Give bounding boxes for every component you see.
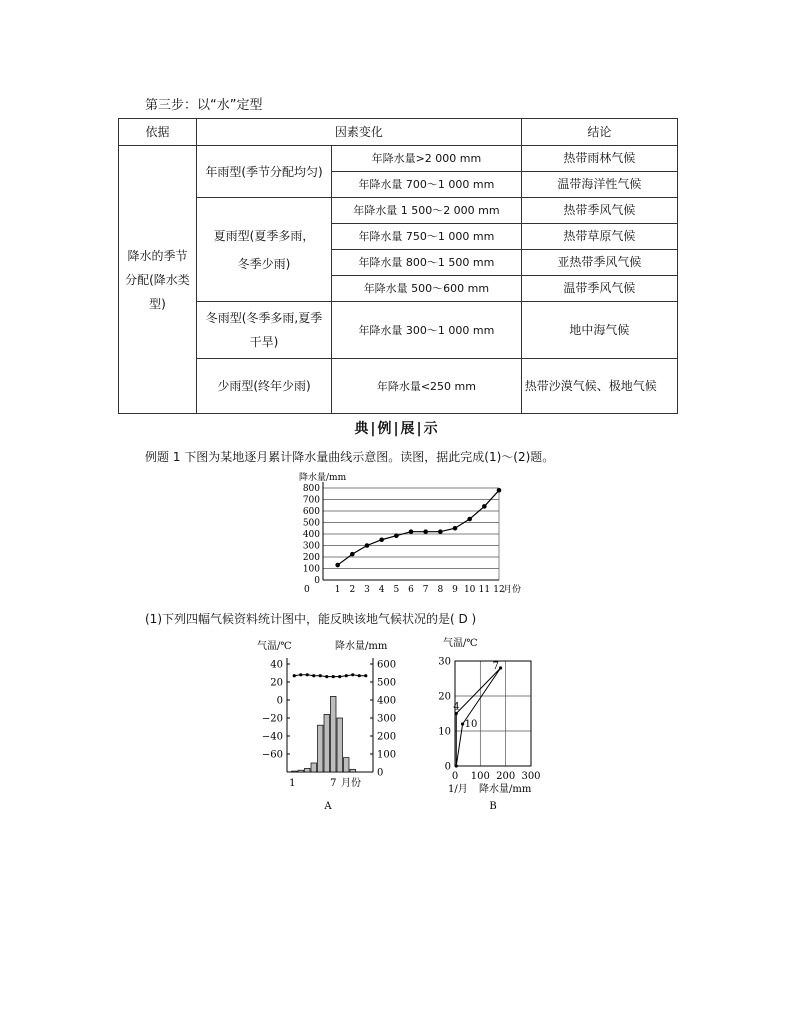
left-tick-label: −40 [261, 731, 283, 743]
temperature-point [306, 673, 309, 676]
temperature-point [332, 675, 335, 678]
example-text: 例题 1 下图为某地逐月累计降水量曲线示意图。读图，据此完成(1)～(2)题。 [145, 450, 555, 464]
x-tick-label: 1 [289, 778, 296, 789]
x-axis-label: 月份 [503, 585, 522, 595]
temperature-point [299, 673, 302, 676]
data-point [409, 529, 414, 534]
y-tick-label: 600 [302, 507, 320, 517]
left-tick-label: 20 [270, 677, 283, 689]
right-tick-label: 400 [377, 695, 397, 707]
y-tick-label: 0 [444, 761, 451, 773]
precip-bar [350, 769, 356, 772]
y-tick-label: 20 [438, 691, 451, 703]
x-tick-label: 6 [408, 585, 414, 595]
x-tick-label: 100 [470, 771, 490, 782]
right-tick-label: 600 [377, 659, 397, 671]
temperature-point [345, 674, 348, 677]
type-cell: 年雨型(季节分配均匀) [196, 146, 331, 198]
y-axis-label: 气温/℃ [443, 638, 478, 649]
conclusion-cell: 热带雨林气候 [521, 146, 677, 172]
precip-cell: 年降水量 750～1 000 mm [332, 224, 522, 250]
question-text: (1)下列四幅气候资料统计图中，能反映该地气候状况的是( D ) [145, 612, 477, 626]
temperature-point [293, 674, 296, 677]
y-tick-label: 300 [302, 541, 320, 552]
y-tick-label: 10 [438, 726, 451, 738]
climate-chart-a [255, 632, 405, 812]
header-factor: 因素变化 [196, 119, 521, 146]
point-label: 10 [464, 719, 478, 730]
chart-caption: B [489, 801, 497, 812]
conclusion-cell: 热带沙漠气候、极地气候 [521, 359, 677, 414]
temperature-point [312, 674, 315, 677]
plot-frame [455, 661, 531, 766]
x-tick-label: 9 [452, 585, 458, 595]
x-tick-label: 5 [393, 585, 400, 595]
right-tick-label: 500 [377, 677, 397, 689]
data-point [499, 666, 502, 669]
header-basis: 依据 [119, 119, 197, 146]
basis-cell: 降水的季节分配(降水类型) [119, 146, 197, 414]
precip-cell: 年降水量 300～1 000 mm [332, 302, 522, 359]
precip-bar [298, 770, 304, 772]
climate-table [118, 118, 678, 414]
left-tick-label: 40 [270, 659, 283, 671]
y-tick-label: 800 [302, 484, 320, 494]
y-tick-label: 400 [302, 530, 320, 540]
right-tick-label: 100 [377, 749, 397, 761]
left-tick-label: 0 [276, 695, 283, 707]
left-tick-label: −20 [261, 713, 283, 725]
right-axis-label: 降水量/mm [335, 641, 388, 652]
table-row [119, 146, 678, 172]
right-tick-label: 300 [377, 713, 397, 725]
conclusion-cell: 地中海气候 [521, 302, 677, 359]
precip-bar [331, 696, 337, 772]
y-tick-label: 200 [302, 553, 320, 563]
temperature-point [358, 674, 361, 677]
temperature-point [325, 675, 328, 678]
data-point [379, 537, 384, 542]
precip-bar [305, 768, 311, 772]
x-tick-label: 12 [493, 585, 505, 595]
x-tick-label: 0 [304, 585, 310, 595]
precip-line [338, 490, 499, 565]
x-tick-label: 2 [349, 585, 356, 595]
temperature-point [338, 675, 341, 678]
header-conclusion: 结论 [521, 119, 677, 146]
right-tick-label: 200 [377, 731, 397, 743]
temperature-point [351, 673, 354, 676]
precip-bar [324, 714, 330, 772]
climate-path [456, 668, 500, 766]
precip-bar [337, 718, 343, 772]
type-cell: 夏雨型(夏季多雨，冬季少雨) [196, 198, 331, 302]
right-tick-label: 0 [377, 767, 384, 779]
table-row [119, 359, 678, 414]
conclusion-cell: 亚热带季风气候 [521, 250, 677, 276]
x-axis-label: 降水量/mm [479, 784, 532, 795]
data-point [335, 563, 340, 568]
section-title: 第三步：以“水”定型 [145, 98, 263, 113]
precip-cell: 年降水量 800～1 500 mm [332, 250, 522, 276]
cumulative-precip-chart [295, 468, 530, 598]
point-label: 4 [453, 701, 460, 713]
left-tick-label: −60 [261, 749, 283, 761]
y-tick-label: 0 [314, 576, 320, 586]
x-origin-label: 1/月 [448, 784, 468, 795]
data-point [350, 552, 355, 557]
precip-bar [292, 771, 298, 772]
x-tick-label: 200 [496, 771, 516, 782]
y-tick-label: 30 [438, 656, 451, 668]
x-tick-label: 4 [378, 585, 385, 595]
data-point [453, 526, 458, 531]
conclusion-cell: 热带季风气候 [521, 198, 677, 224]
section-heading: 典|例|展|示 [354, 421, 440, 437]
x-tick-label: 300 [521, 771, 541, 782]
y-tick-label: 500 [302, 518, 320, 529]
precip-cell: 年降水量>2 000 mm [332, 146, 522, 172]
chart-caption: A [324, 801, 332, 812]
data-point [394, 533, 399, 538]
x-tick-label: 7 [422, 585, 429, 595]
x-axis-label: 月份 [341, 778, 361, 789]
x-tick-label: 0 [451, 771, 459, 782]
x-tick-label: 1 [334, 585, 341, 595]
conclusion-cell: 温带季风气候 [521, 276, 677, 302]
y-tick-label: 100 [302, 564, 320, 575]
x-tick-label: 11 [478, 585, 491, 595]
temperature-point [319, 674, 322, 677]
x-tick-label: 10 [463, 585, 476, 595]
point-label: 7 [492, 661, 499, 672]
x-tick-label: 3 [364, 585, 370, 595]
table-header-row [119, 119, 678, 146]
precip-cell: 年降水量 500～600 mm [332, 276, 522, 302]
climate-chart-b [425, 632, 570, 812]
x-tick-label: 8 [437, 585, 444, 595]
y-axis-label: 降水量/mm [299, 473, 347, 483]
temperature-line [294, 675, 366, 677]
left-axis-label: 气温/℃ [257, 641, 292, 652]
precip-bar [344, 758, 350, 772]
precip-cell: 年降水量 700～1 000 mm [332, 172, 522, 198]
precip-cell: 年降水量<250 mm [332, 359, 522, 414]
conclusion-cell: 热带草原气候 [521, 224, 677, 250]
type-cell: 少雨型(终年少雨) [196, 359, 331, 414]
data-point [482, 504, 487, 509]
data-point [467, 517, 472, 522]
data-point [497, 488, 502, 493]
data-point [365, 543, 370, 548]
y-tick-label: 700 [302, 495, 320, 506]
data-point [423, 529, 428, 534]
temperature-point [364, 674, 367, 677]
x-tick-label: 7 [330, 778, 337, 789]
data-point [438, 529, 443, 534]
precip-bar [311, 763, 317, 772]
type-cell: 冬雨型(冬季多雨,夏季干旱) [196, 302, 331, 359]
precip-cell: 年降水量 1 500～2 000 mm [332, 198, 522, 224]
data-point [455, 764, 458, 767]
table-row [119, 198, 678, 224]
precip-bar [318, 725, 324, 772]
conclusion-cell: 温带海洋性气候 [521, 172, 677, 198]
table-row [119, 302, 678, 359]
